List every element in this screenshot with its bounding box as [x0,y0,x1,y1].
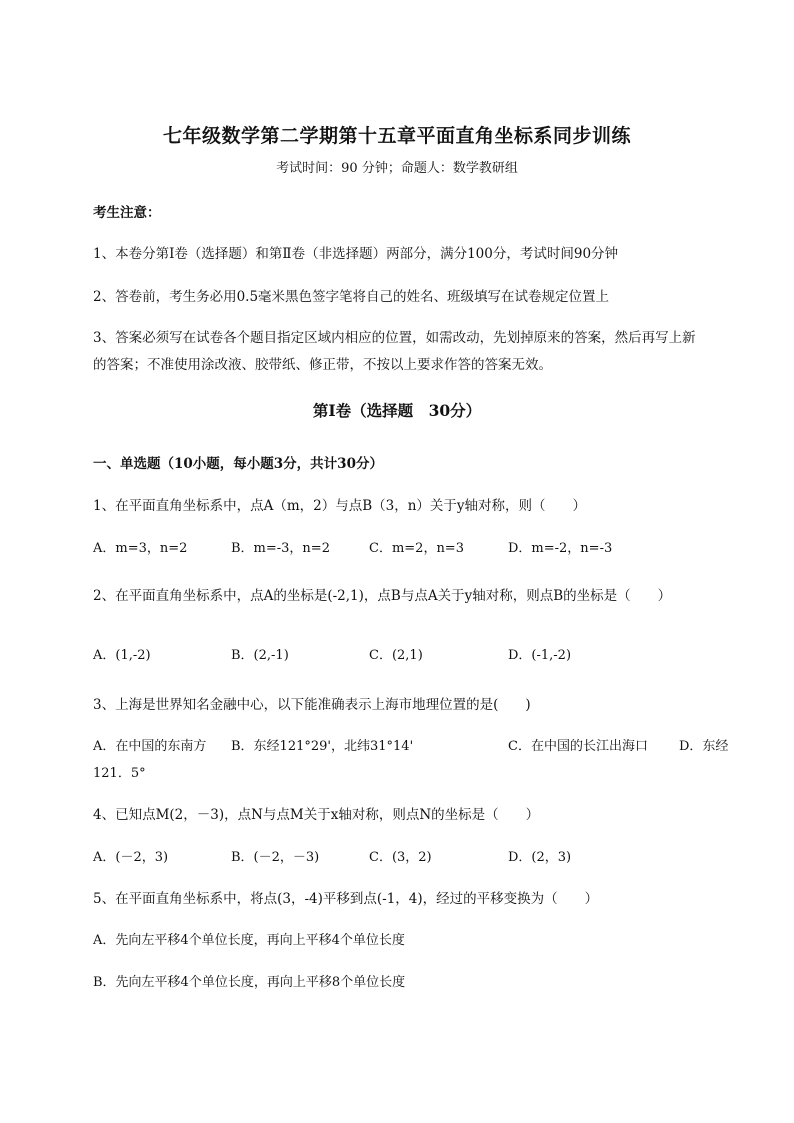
option-d-continued: 121．5° [93,766,146,781]
option-d: D．m=-2，n=-3 [508,541,613,556]
option-b: B．m=-3，n=2 [231,541,330,556]
option-b: B．先向左平移4个单位长度，再向上平移8个单位长度 [93,975,406,990]
option-c: C．(3，2) [369,850,432,865]
option-d: D．(2，3) [508,850,572,865]
notice-item: 1、本卷分第Ⅰ卷（选择题）和第Ⅱ卷（非选择题）两部分，满分100分，考试时间90分钟 [93,246,619,262]
question-stem: 3、上海是世界知名金融中心，以下能准确表示上海市地理位置的是( ) [93,697,531,713]
question-stem: 4、已知点M(2，－3)，点N与点M关于x轴对称，则点N的坐标是（ ） [93,807,540,823]
option-a: A．(－2，3) [93,850,169,865]
question-stem: 1、在平面直角坐标系中，点A（m，2）与点B（3，n）关于y轴对称，则（ ） [93,498,587,514]
option-a: A．先向左平移4个单位长度，再向上平移4个单位长度 [93,933,405,948]
exam-info: 考试时间：90 分钟；命题人：数学教研组 [276,161,518,176]
question-stem: 5、在平面直角坐标系中，将点(3，-4)平移到点(-1，4)，经过的平移变换为（ ） [93,891,599,907]
notice-item: 的答案；不准使用涂改液、胶带纸、修正带，不按以上要求作答的答案无效。 [93,357,552,373]
option-b: B．(－2，－3) [231,850,320,865]
option-a: A．(1,-2) [93,648,151,663]
notice-item: 3、答案必须写在试卷各个题目指定区域内相应的位置，如需改动，先划掉原来的答案，然后再写上新 [93,330,696,346]
option-c: C．m=2，n=3 [369,541,464,556]
question-stem: 2、在平面直角坐标系中，点A的坐标是(-2,1)，点B与点A关于y轴对称，则点B的坐标是（ ） [93,588,672,604]
option-c: C．在中国的长江出海口 [508,739,648,754]
option-b: B．(2,-1) [231,648,289,663]
option-d: D．(-1,-2) [508,648,572,663]
section-title: 第Ⅰ卷（选择题 30分） [312,401,482,420]
notice-heading: 考生注意： [93,205,161,221]
page-title: 七年级数学第二学期第十五章平面直角坐标系同步训练 [162,125,631,147]
option-b: B．东经121°29'，北纬31°14' [231,739,414,754]
option-a: A．在中国的东南方 [93,739,207,754]
notice-item: 2、答卷前，考生务必用0.5毫米黑色签字笔将自己的姓名、班级填写在试卷规定位置上 [93,289,610,305]
option-a: A．m=3，n=2 [93,541,188,556]
option-c: C．(2,1) [369,648,423,663]
option-d: D．东经 [679,739,729,754]
part-heading: 一、单选题（10小题，每小题3分，共计30分） [93,456,383,472]
